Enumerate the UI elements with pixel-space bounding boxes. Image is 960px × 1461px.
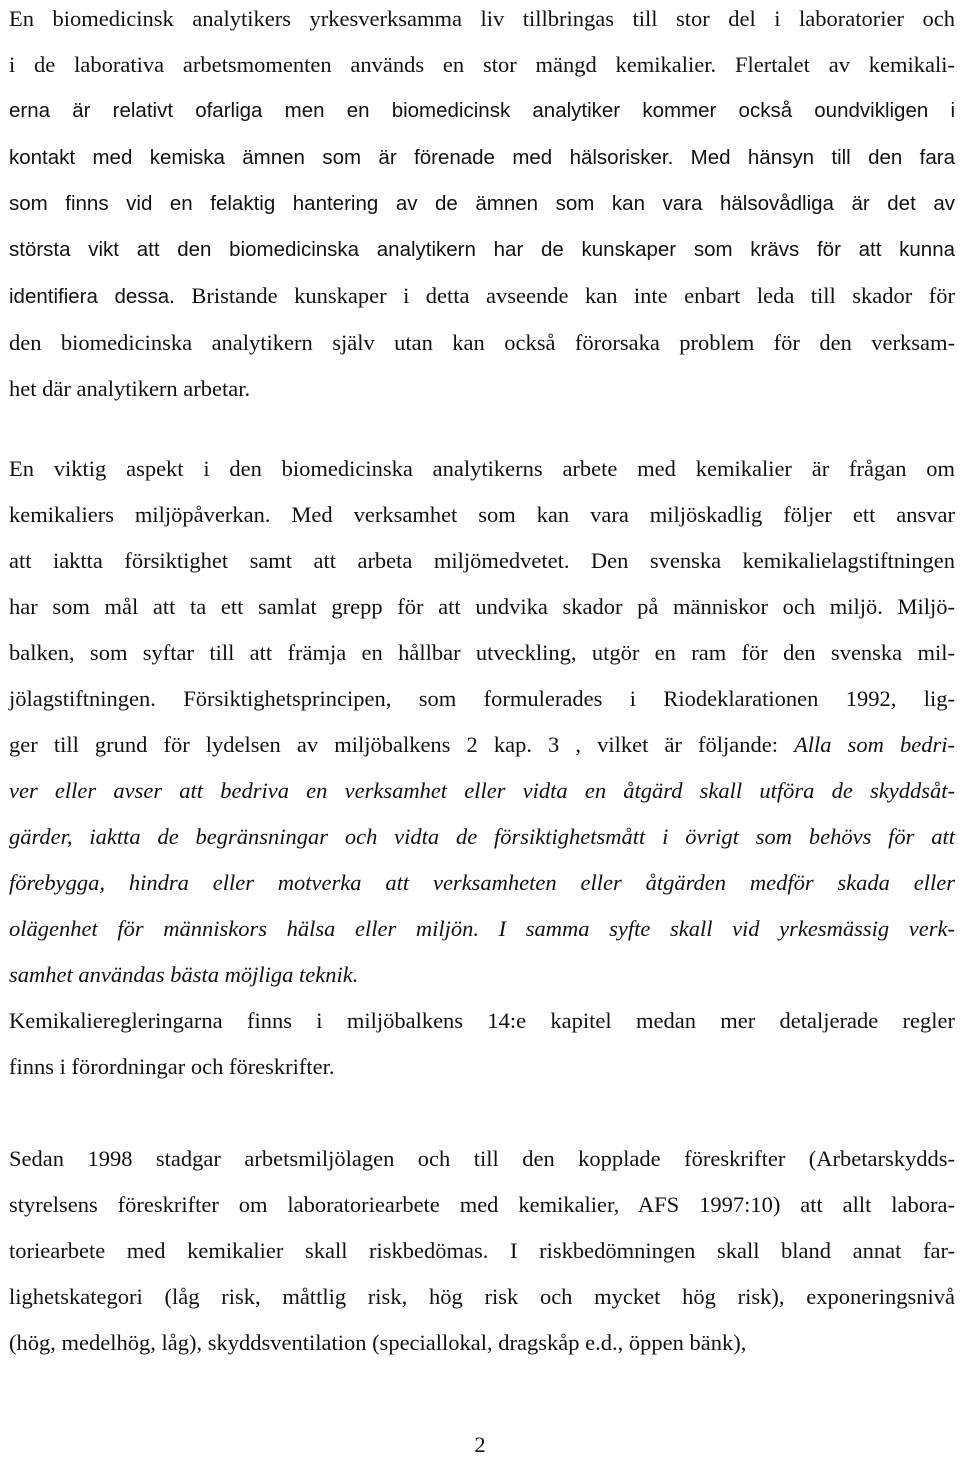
page-number: 2 <box>474 1432 486 1457</box>
text-line <box>9 492 955 538</box>
text-run: En viktig aspekt i den biomedicinska analytikerns arbete med kemikalier är frågan om <box>9 456 955 481</box>
text-line <box>9 1274 955 1320</box>
text-line <box>9 1182 955 1228</box>
text-line <box>9 1044 955 1090</box>
text-line <box>9 42 955 88</box>
quote-text: ver eller avser att bedriva en verksamhet eller vidta en åtgärd skall utföra de skyddsåt- <box>9 778 955 803</box>
text-line <box>9 998 955 1044</box>
text-run: het där analytikern arbetar. <box>9 376 251 401</box>
text-run: identifiera dessa. <box>9 285 192 308</box>
text-run: balken, som syftar till att främja en hållbar utveckling, utgör en ram för den svenska mil- <box>9 640 955 665</box>
paragraph-environment <box>9 446 955 1090</box>
text-line <box>9 273 955 320</box>
text-line <box>9 134 955 181</box>
text-run: kemikaliers miljöpåverkan. <box>9 502 292 527</box>
text-run: finns i förordningar och föreskrifter. <box>9 1054 335 1079</box>
paragraph-risk-assessment <box>9 1136 955 1366</box>
text-run: kontakt med kemiska ämnen som är förenade med hälsorisker. <box>9 146 691 169</box>
text-run: (hög, medelhög, låg), skyddsventilation (speciallokal, dragskåp e.d., öppen bänk), <box>9 1330 747 1355</box>
text-run: som finns vid en felaktig hantering av de ämnen som kan vara hälsovådliga är det av <box>9 192 955 215</box>
text-run: styrelsens föreskrifter om laboratoriearbete med kemikalier, AFS 1997:10) att allt labora- <box>9 1192 955 1217</box>
text-line <box>9 538 955 584</box>
text-run: Bristande kunskaper i detta avseende kan inte enbart leda till skador för <box>191 283 955 308</box>
quote-text: förebygga, hindra eller motverka att verksamheten eller åtgärden medför skada eller <box>9 870 955 895</box>
quote-line <box>9 860 955 906</box>
text-run: ger till grund för lydelsen av miljöbalkens 2 kap. 3 <box>9 732 560 757</box>
text-run: Med verksamhet som kan vara miljöskadlig följer ett ansvar <box>291 502 955 527</box>
text-run: att iaktta försiktighet samt att arbeta miljömedvetet. <box>9 548 591 573</box>
text-line <box>9 446 955 492</box>
text-line <box>9 676 955 722</box>
quote-text: samhet användas bästa möjliga teknik. <box>9 962 359 987</box>
quote-line <box>9 768 955 814</box>
text-run: , vilket är följande: <box>559 732 795 757</box>
paragraph-intro <box>9 0 955 412</box>
quote-line <box>9 952 955 998</box>
text-run: jölagstiftningen. Försiktighetsprincipen, som formulerades i Riodeklarationen 1992, lig- <box>9 686 955 711</box>
text-run: den biomedicinska analytikern själv utan kan också förorsaka problem för den verksam- <box>9 330 955 355</box>
text-run: Den svenska kemikalielagstiftningen <box>590 548 955 573</box>
text-line <box>9 227 955 273</box>
text-line <box>9 320 955 366</box>
text-run: Sedan 1998 stadgar arbetsmiljölagen och till den kopplade föreskrifter (Arbetarskydds- <box>9 1146 955 1171</box>
text-run: största vikt att den biomedicinska analytikern har de kunskaper som krävs för att kunna <box>9 238 955 261</box>
text-run: erna är relativt ofarliga men en biomedicinsk analytiker kommer också oundvikligen i <box>9 99 955 122</box>
quote-text: gärder, iaktta de begränsningar och vidta de försiktighetsmått i övrigt som behövs för att <box>9 824 955 849</box>
text-line <box>9 366 955 412</box>
text-run: Kemikalieregleringarna finns i miljöbalkens 14:e kapitel medan mer detaljerade regler <box>9 1008 955 1033</box>
text-line <box>9 1320 955 1366</box>
quote-line <box>9 906 955 952</box>
text-run: har som mål att ta ett samlat grepp för att undvika skador på människor och miljö. Miljö- <box>9 594 955 619</box>
text-line <box>9 722 955 768</box>
quote-text: Alla som bedri- <box>794 732 955 757</box>
text-line <box>9 0 955 42</box>
quote-line <box>9 814 955 860</box>
text-run: Med hänsyn till den fara <box>690 146 955 169</box>
text-line <box>9 1136 955 1182</box>
text-line <box>9 584 955 630</box>
text-line <box>9 630 955 676</box>
text-line <box>9 88 955 134</box>
text-run: En biomedicinsk analytikers yrkesverksamma liv tillbringas till stor del i laboratorier och <box>9 6 955 31</box>
text-run: toriearbete med kemikalier skall riskbedömas. I riskbedömningen skall bland annat far- <box>9 1238 955 1263</box>
text-run: lighetskategori (låg risk, måttlig risk, hög risk och mycket hög risk), exponeringsnivå <box>9 1284 955 1309</box>
text-run: i de laborativa arbetsmomenten används en stor mängd kemikalier. Flertalet av kemikali- <box>9 52 955 77</box>
text-line <box>9 1228 955 1274</box>
text-line <box>9 181 955 227</box>
quote-text: olägenhet för människors hälsa eller miljön. I samma syfte skall vid yrkesmässig verk- <box>9 916 955 941</box>
